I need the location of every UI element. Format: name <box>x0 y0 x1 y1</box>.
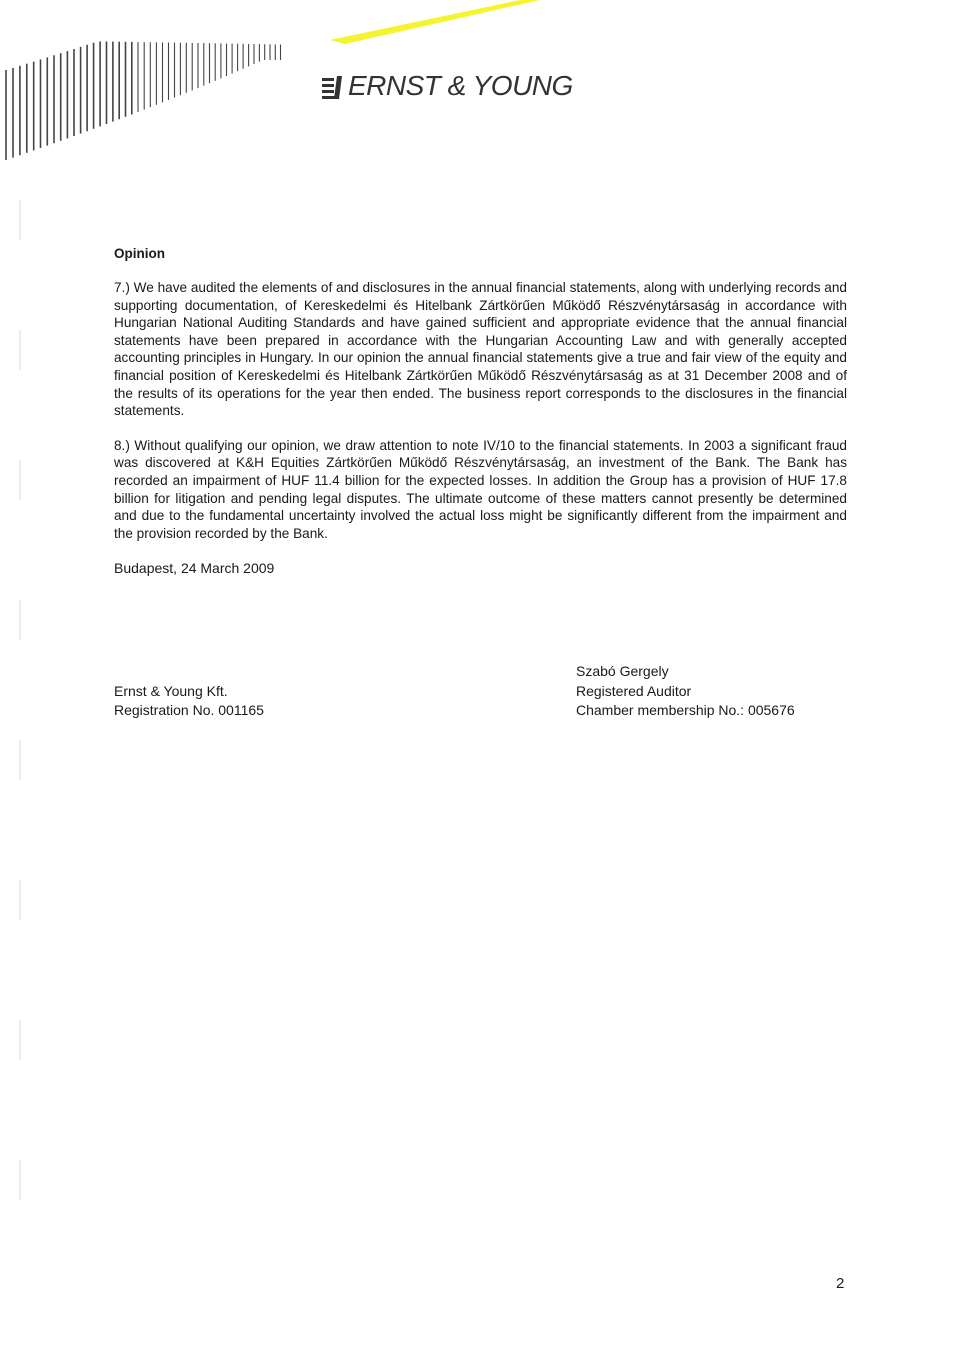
firm-name: Ernst & Young Kft. <box>114 682 228 699</box>
ernst-young-mark-icon <box>322 74 344 100</box>
place-and-date: Budapest, 24 March 2009 <box>114 560 275 577</box>
firm-registration: Registration No. 001165 <box>114 702 264 718</box>
auditor-name: Szabó Gergely <box>576 663 669 679</box>
document-body <box>114 246 847 576</box>
emphasis-paragraph: 8.) Without qualifying our opinion, we draw attention to note IV/10 to the financial statements. In 2003 a significant fraud was discovered at K&H Equities Zártkörűen Működő Részvénytársaság, an investment of the Bank. The Bank has recorded an impairment of HUF 11.4 billion for the expected losses. In addition the Group has a provision of HUF 17.8 billion for litigation and pending legal disputes. The ultimate outcome of these matters cannot presently be determined and due to the fundamental uncertainty involved the actual loss might be significantly different from the impairment and the provision recorded by the Bank. <box>114 437 847 541</box>
scan-margin-marks <box>0 160 30 1260</box>
auditor-title: Registered Auditor <box>576 682 692 699</box>
signature-block <box>114 662 847 732</box>
header-logo-area <box>0 0 960 170</box>
company-logo-text: ERNST & YOUNG <box>348 70 573 101</box>
firm-signature <box>114 682 264 721</box>
section-heading: Opinion <box>114 246 165 261</box>
opinion-paragraph: 7.) We have audited the elements of and disclosures in the annual financial statements, along with underlying records and supporting documentation, of Kereskedelmi és Hitelbank Zártkörűen Működő Részvénytársaság in accordance with Hungarian National Auditing Standards and have gained sufficient and appropriate evidence that the annual financial statements have been prepared in accordance with the Hungarian Accounting Law and with generally accepted accounting principles in Hungary. In our opinion the annual financial statements give a true and fair view of the equity and financial position of Kereskedelmi és Hitelbank Zártkörűen Működő Részvénytársaság as at 31 December 2008 and of the results of its operations for the year then ended. The business report corresponds to the disclosures in the financial statements. <box>114 280 847 419</box>
auditor-signature <box>576 662 795 721</box>
auditor-membership: Chamber membership No.: 005676 <box>576 702 795 718</box>
page-number: 2 <box>836 1275 845 1292</box>
